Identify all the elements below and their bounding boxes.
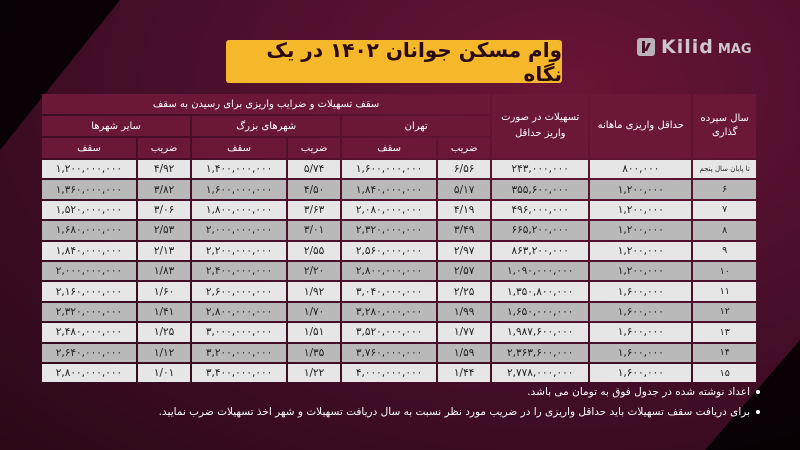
- footnote-item: [40, 402, 760, 422]
- cell-big-coef: ۱/۵۱: [288, 323, 340, 341]
- cell-other-coef: ۴/۹۲: [138, 160, 190, 178]
- table-row: [42, 364, 756, 382]
- cell-year: ۶: [693, 180, 756, 198]
- cell-other-ceiling: ۱,۸۴۰,۰۰۰,۰۰۰: [42, 242, 136, 260]
- cell-year: ۱۰: [693, 262, 756, 280]
- table-row: [42, 282, 756, 300]
- header-group-ceiling: سقف تسهیلات و ضرایب واریزی برای رسیدن به سقف: [42, 94, 490, 114]
- cell-min-deposit: ۸۰۰,۰۰۰: [590, 160, 691, 178]
- table-row: [42, 221, 756, 239]
- logo-word: Kilid: [661, 36, 714, 58]
- header-other-ceiling: سقف: [42, 138, 136, 158]
- header-big-ceiling: سقف: [192, 138, 286, 158]
- cell-tehran-ceiling: ۳,۰۴۰,۰۰۰,۰۰۰: [342, 282, 436, 300]
- cell-tehran-coef: ۱/۵۹: [438, 344, 490, 362]
- cell-tehran-coef: ۲/۹۷: [438, 242, 490, 260]
- cell-big-coef: ۱/۷۰: [288, 303, 340, 321]
- header-city-other: سایر شهرها: [42, 116, 190, 136]
- cell-big-coef: ۱/۹۲: [288, 282, 340, 300]
- cell-big-coef: ۱/۳۵: [288, 344, 340, 362]
- cell-tehran-coef: ۶/۵۶: [438, 160, 490, 178]
- header-min-deposit: حداقل واریزی ماهانه: [590, 94, 691, 158]
- cell-big-ceiling: ۲,۲۰۰,۰۰۰,۰۰۰: [192, 242, 286, 260]
- header-city-tehran: تهران: [342, 116, 490, 136]
- cell-other-ceiling: ۱,۵۲۰,۰۰۰,۰۰۰: [42, 201, 136, 219]
- table-row: [42, 160, 756, 178]
- footnotes: [40, 382, 760, 422]
- header-year: سال سپرده گذاری: [693, 94, 756, 158]
- cell-min-deposit: ۱,۲۰۰,۰۰۰: [590, 201, 691, 219]
- cell-big-ceiling: ۳,۰۰۰,۰۰۰,۰۰۰: [192, 323, 286, 341]
- cell-year: ۹: [693, 242, 756, 260]
- cell-other-coef: ۳/۸۲: [138, 180, 190, 198]
- cell-min-deposit: ۱,۲۰۰,۰۰۰: [590, 180, 691, 198]
- cell-other-ceiling: ۲,۸۰۰,۰۰۰,۰۰۰: [42, 364, 136, 382]
- logo-suffix: MAG: [717, 41, 752, 57]
- cell-other-coef: ۱/۱۲: [138, 344, 190, 362]
- table-row: [42, 303, 756, 321]
- table-row: [42, 344, 756, 362]
- cell-big-coef: ۲/۲۰: [288, 262, 340, 280]
- cell-tehran-coef: ۵/۱۷: [438, 180, 490, 198]
- cell-big-ceiling: ۱,۴۰۰,۰۰۰,۰۰۰: [192, 160, 286, 178]
- cell-other-coef: ۲/۵۳: [138, 221, 190, 239]
- cell-year: ۱۳: [693, 323, 756, 341]
- cell-min-deposit: ۱,۶۰۰,۰۰۰: [590, 323, 691, 341]
- table-row: [42, 242, 756, 260]
- cell-other-ceiling: ۲,۱۶۰,۰۰۰,۰۰۰: [42, 282, 136, 300]
- cell-other-ceiling: ۱,۲۰۰,۰۰۰,۰۰۰: [42, 160, 136, 178]
- cell-big-coef: ۵/۷۴: [288, 160, 340, 178]
- cell-tehran-ceiling: ۳,۷۶۰,۰۰۰,۰۰۰: [342, 344, 436, 362]
- cell-tehran-coef: ۲/۲۵: [438, 282, 490, 300]
- cell-min-deposit: ۱,۲۰۰,۰۰۰: [590, 221, 691, 239]
- footnote-text: اعداد نوشته شده در جدول فوق به تومان می باشد.: [527, 386, 750, 398]
- header-city-big: شهرهای بزرگ: [192, 116, 340, 136]
- cell-big-ceiling: ۲,۶۰۰,۰۰۰,۰۰۰: [192, 282, 286, 300]
- cell-other-ceiling: ۲,۰۰۰,۰۰۰,۰۰۰: [42, 262, 136, 280]
- cell-other-coef: ۳/۰۶: [138, 201, 190, 219]
- cell-year: ۱۲: [693, 303, 756, 321]
- cell-facility: ۲۴۳,۰۰۰,۰۰۰: [492, 160, 588, 178]
- bullet-icon: [756, 410, 760, 414]
- cell-tehran-coef: ۱/۴۴: [438, 364, 490, 382]
- cell-tehran-ceiling: ۲,۵۶۰,۰۰۰,۰۰۰: [342, 242, 436, 260]
- cell-year: ۷: [693, 201, 756, 219]
- cell-tehran-coef: ۳/۴۹: [438, 221, 490, 239]
- cell-big-ceiling: ۱,۸۰۰,۰۰۰,۰۰۰: [192, 201, 286, 219]
- cell-facility: ۱,۳۵۰,۸۰۰,۰۰۰: [492, 282, 588, 300]
- cell-other-ceiling: ۲,۳۲۰,۰۰۰,۰۰۰: [42, 303, 136, 321]
- cell-big-coef: ۴/۵۰: [288, 180, 340, 198]
- cell-facility: ۴۹۶,۰۰۰,۰۰۰: [492, 201, 588, 219]
- cell-other-coef: ۱/۴۱: [138, 303, 190, 321]
- cell-tehran-coef: ۱/۹۹: [438, 303, 490, 321]
- cell-tehran-ceiling: ۳,۲۸۰,۰۰۰,۰۰۰: [342, 303, 436, 321]
- cell-min-deposit: ۱,۶۰۰,۰۰۰: [590, 303, 691, 321]
- cell-other-ceiling: ۲,۴۸۰,۰۰۰,۰۰۰: [42, 323, 136, 341]
- cell-tehran-coef: ۱/۷۷: [438, 323, 490, 341]
- cell-big-coef: ۳/۶۳: [288, 201, 340, 219]
- cell-min-deposit: ۱,۲۰۰,۰۰۰: [590, 242, 691, 260]
- header-big-coef: ضریب: [288, 138, 340, 158]
- cell-facility: ۶۶۵,۲۰۰,۰۰۰: [492, 221, 588, 239]
- cell-other-coef: ۱/۸۳: [138, 262, 190, 280]
- header-facility: تسهیلات در صورت واریز حداقل: [492, 94, 588, 158]
- cell-facility: ۳۵۵,۶۰۰,۰۰۰: [492, 180, 588, 198]
- cell-tehran-ceiling: ۴,۰۰۰,۰۰۰,۰۰۰: [342, 364, 436, 382]
- footnote-item: [40, 382, 760, 402]
- cell-other-coef: ۲/۱۳: [138, 242, 190, 260]
- cell-tehran-ceiling: ۲,۳۲۰,۰۰۰,۰۰۰: [342, 221, 436, 239]
- cell-other-ceiling: ۱,۳۶۰,۰۰۰,۰۰۰: [42, 180, 136, 198]
- cell-tehran-ceiling: ۳,۵۲۰,۰۰۰,۰۰۰: [342, 323, 436, 341]
- cell-big-ceiling: ۲,۴۰۰,۰۰۰,۰۰۰: [192, 262, 286, 280]
- cell-min-deposit: ۱,۶۰۰,۰۰۰: [590, 282, 691, 300]
- cell-big-coef: ۱/۲۲: [288, 364, 340, 382]
- kilid-mag-logo: [637, 36, 752, 58]
- bullet-icon: [756, 390, 760, 394]
- loan-table: [40, 92, 758, 384]
- table-row: [42, 180, 756, 198]
- cell-min-deposit: ۱,۶۰۰,۰۰۰: [590, 364, 691, 382]
- header-tehran-coef: ضریب: [438, 138, 490, 158]
- cell-facility: ۱,۶۵۰,۰۰۰,۰۰۰: [492, 303, 588, 321]
- cell-tehran-coef: ۲/۵۷: [438, 262, 490, 280]
- cell-tehran-ceiling: ۲,۸۰۰,۰۰۰,۰۰۰: [342, 262, 436, 280]
- cell-min-deposit: ۱,۶۰۰,۰۰۰: [590, 344, 691, 362]
- cell-tehran-ceiling: ۲,۰۸۰,۰۰۰,۰۰۰: [342, 201, 436, 219]
- table-row: [42, 201, 756, 219]
- cell-facility: ۲,۷۷۸,۰۰۰,۰۰۰: [492, 364, 588, 382]
- table-row: [42, 262, 756, 280]
- cell-tehran-ceiling: ۱,۶۰۰,۰۰۰,۰۰۰: [342, 160, 436, 178]
- header-other-coef: ضریب: [138, 138, 190, 158]
- cell-big-coef: ۳/۰۱: [288, 221, 340, 239]
- cell-other-coef: ۱/۶۰: [138, 282, 190, 300]
- cell-min-deposit: ۱,۲۰۰,۰۰۰: [590, 262, 691, 280]
- cell-facility: ۱,۹۸۷,۶۰۰,۰۰۰: [492, 323, 588, 341]
- cell-big-ceiling: ۳,۲۰۰,۰۰۰,۰۰۰: [192, 344, 286, 362]
- cell-other-coef: ۱/۰۱: [138, 364, 190, 382]
- cell-year: ۱۵: [693, 364, 756, 382]
- cell-year: تا پایان سال پنجم: [693, 160, 756, 178]
- cell-big-coef: ۲/۵۵: [288, 242, 340, 260]
- cell-facility: ۸۶۳,۲۰۰,۰۰۰: [492, 242, 588, 260]
- cell-facility: ۱,۰۹۰,۰۰۰,۰۰۰: [492, 262, 588, 280]
- cell-other-ceiling: ۲,۶۴۰,۰۰۰,۰۰۰: [42, 344, 136, 362]
- cell-big-ceiling: ۳,۴۰۰,۰۰۰,۰۰۰: [192, 364, 286, 382]
- cell-other-coef: ۱/۲۵: [138, 323, 190, 341]
- page-title: وام مسکن جوانان ۱۴۰۲ در یک نگاه: [226, 40, 562, 83]
- cell-big-ceiling: ۲,۸۰۰,۰۰۰,۰۰۰: [192, 303, 286, 321]
- footnote-text: برای دریافت سقف تسهیلات باید حداقل واریزی را در ضریب مورد نظر نسبت به سال دریافت تسهیلات و شهر اخذ تسهیلات ضرب نمایید.: [158, 406, 750, 418]
- table-row: [42, 323, 756, 341]
- cell-year: ۱۴: [693, 344, 756, 362]
- cell-year: ۸: [693, 221, 756, 239]
- cell-facility: ۲,۳۶۳,۶۰۰,۰۰۰: [492, 344, 588, 362]
- cell-big-ceiling: ۱,۶۰۰,۰۰۰,۰۰۰: [192, 180, 286, 198]
- cell-tehran-ceiling: ۱,۸۴۰,۰۰۰,۰۰۰: [342, 180, 436, 198]
- cell-tehran-coef: ۴/۱۹: [438, 201, 490, 219]
- cell-year: ۱۱: [693, 282, 756, 300]
- cell-other-ceiling: ۱,۶۸۰,۰۰۰,۰۰۰: [42, 221, 136, 239]
- kilid-logo-icon: [637, 38, 655, 56]
- cell-big-ceiling: ۲,۰۰۰,۰۰۰,۰۰۰: [192, 221, 286, 239]
- header-tehran-ceiling: سقف: [342, 138, 436, 158]
